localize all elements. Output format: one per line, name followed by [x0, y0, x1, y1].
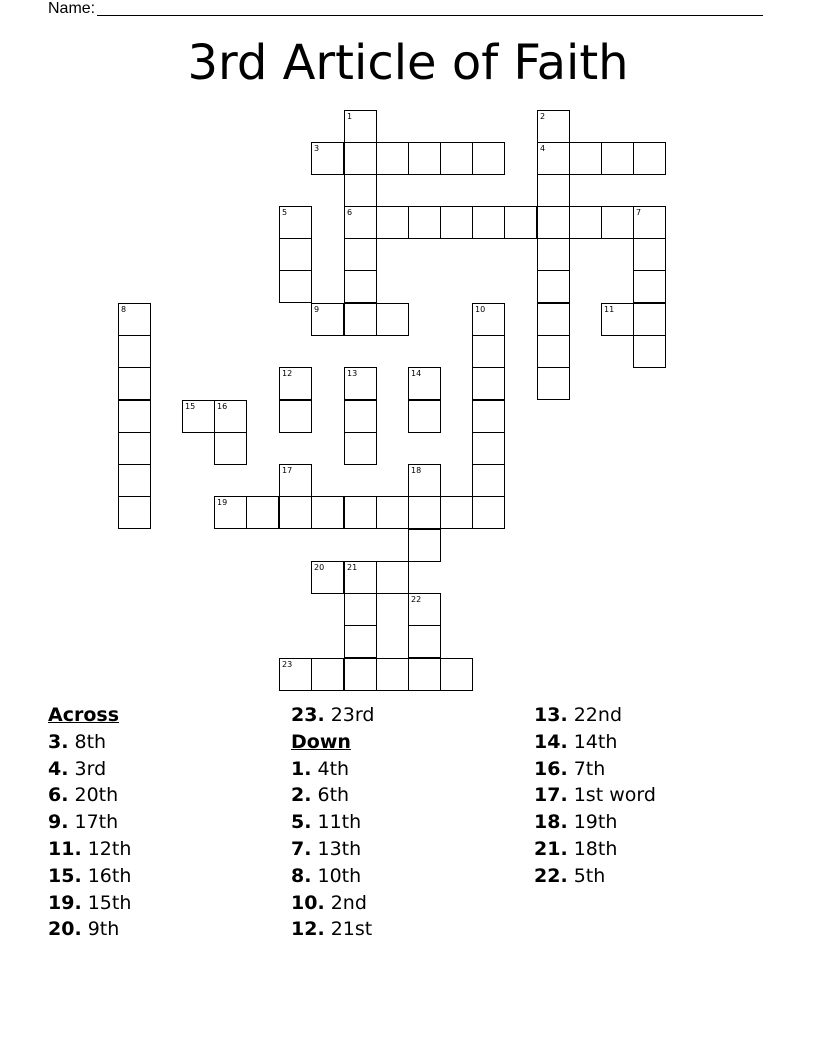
crossword-cell[interactable] [537, 142, 570, 175]
cell-number: 14 [411, 369, 422, 378]
crossword-cell[interactable] [408, 206, 441, 239]
crossword-cell[interactable] [537, 270, 570, 303]
down-clue: 21. 18th [534, 837, 618, 860]
down-clue: 5. 11th [291, 811, 362, 834]
clue-column-2 [291, 702, 374, 943]
crossword-cell[interactable] [537, 303, 570, 336]
crossword-cell[interactable] [408, 400, 441, 433]
crossword-cell[interactable] [279, 270, 312, 303]
across-clue: 23. 23rd [291, 704, 375, 726]
crossword-cell[interactable] [376, 206, 409, 239]
crossword-cell[interactable] [344, 110, 377, 143]
crossword-cell[interactable] [440, 142, 473, 175]
crossword-cell[interactable] [472, 400, 505, 433]
cell-number: 13 [347, 369, 358, 378]
crossword-cell[interactable] [440, 206, 473, 239]
cell-number: 12 [282, 369, 293, 378]
cell-number: 10 [475, 305, 486, 314]
crossword-cell[interactable] [344, 561, 377, 594]
crossword-cell[interactable] [537, 174, 570, 207]
crossword-cell[interactable] [408, 625, 441, 658]
crossword-cell[interactable] [408, 142, 441, 175]
cell-number: 23 [282, 660, 293, 669]
crossword-cell[interactable] [537, 367, 570, 400]
crossword-cell[interactable] [504, 206, 537, 239]
across-clue: 20. 9th [48, 918, 120, 941]
crossword-cell[interactable] [344, 625, 377, 658]
crossword-cell[interactable] [408, 464, 441, 497]
cell-number: 18 [411, 466, 422, 475]
crossword-cell[interactable] [472, 432, 505, 465]
cell-number: 22 [411, 595, 422, 604]
across-clue: 6. 20th [48, 784, 119, 807]
crossword-cell[interactable] [376, 142, 409, 175]
cell-number: 8 [121, 305, 127, 314]
crossword-cell[interactable] [279, 238, 312, 271]
crossword-cell[interactable] [472, 367, 505, 400]
crossword-cell[interactable] [376, 561, 409, 594]
down-clue: 12. 21st [291, 918, 373, 941]
crossword-cell[interactable] [118, 400, 151, 433]
cell-number: 3 [314, 144, 320, 153]
crossword-cell[interactable] [472, 335, 505, 368]
crossword-cell[interactable] [311, 658, 344, 691]
crossword-cell[interactable] [376, 496, 409, 529]
across-clue: 9. 17th [48, 811, 119, 834]
crossword-cell[interactable] [601, 142, 634, 175]
crossword-cell[interactable] [214, 432, 247, 465]
crossword-cell[interactable] [118, 303, 151, 336]
down-clue: 16. 7th [534, 757, 606, 780]
crossword-cell[interactable] [118, 335, 151, 368]
name-label: Name: [48, 0, 96, 17]
crossword-cell[interactable] [344, 174, 377, 207]
cell-number: 16 [217, 402, 228, 411]
cell-number: 21 [347, 563, 358, 572]
down-clue: 10. 2nd [291, 891, 367, 914]
crossword-cell[interactable] [633, 335, 666, 368]
cell-number: 2 [540, 112, 546, 121]
down-heading: Down [291, 730, 351, 753]
across-clue: 19. 15th [48, 891, 132, 914]
crossword-cell[interactable] [472, 464, 505, 497]
across-clue: 15. 16th [48, 864, 132, 887]
crossword-cell[interactable] [344, 658, 377, 691]
crossword-cell[interactable] [569, 142, 602, 175]
crossword-cell[interactable] [344, 270, 377, 303]
across-clue: 11. 12th [48, 837, 132, 860]
crossword-cell[interactable] [118, 464, 151, 497]
cell-number: 11 [604, 305, 615, 314]
crossword-cell[interactable] [118, 496, 151, 529]
cell-number: 6 [347, 208, 353, 217]
crossword-cell[interactable] [344, 142, 377, 175]
crossword-cell[interactable] [279, 400, 312, 433]
crossword-cell[interactable] [408, 658, 441, 691]
cell-number: 9 [314, 305, 320, 314]
crossword-cell[interactable] [601, 206, 634, 239]
page-title: 3rd Article of Faith [187, 35, 629, 91]
clue-column-3 [534, 702, 656, 890]
cell-number: 4 [540, 144, 546, 153]
crossword-cell[interactable] [214, 496, 247, 529]
cell-number: 17 [282, 466, 293, 475]
crossword-cell[interactable] [246, 496, 279, 529]
cell-number: 20 [314, 563, 325, 572]
crossword-cell[interactable] [344, 496, 377, 529]
crossword-cell[interactable] [472, 496, 505, 529]
cell-number: 15 [185, 402, 196, 411]
crossword-cell[interactable] [182, 400, 215, 433]
crossword-cell[interactable] [408, 529, 441, 562]
crossword-cell[interactable] [279, 367, 312, 400]
across-clue: 4. 3rd [48, 757, 107, 780]
crossword-cell[interactable] [344, 303, 377, 336]
crossword-cell[interactable] [311, 561, 344, 594]
crossword-cell[interactable] [311, 303, 344, 336]
crossword-cell[interactable] [408, 367, 441, 400]
down-clue: 13. 22nd [534, 704, 622, 726]
crossword-cell[interactable] [279, 464, 312, 497]
across-heading: Across [48, 704, 120, 726]
crossword-cell[interactable] [279, 658, 312, 691]
crossword-cell[interactable] [408, 593, 441, 626]
crossword-cell[interactable] [633, 142, 666, 175]
crossword-cell[interactable] [537, 206, 570, 239]
down-clue: 2. 6th [291, 784, 350, 807]
crossword-cell[interactable] [118, 432, 151, 465]
crossword-cell[interactable] [408, 496, 441, 529]
crossword-cell[interactable] [279, 496, 312, 529]
down-clue: 22. 5th [534, 864, 606, 887]
crossword-cell[interactable] [472, 142, 505, 175]
down-clue: 7. 13th [291, 837, 362, 860]
clue-column-1 [48, 702, 131, 943]
crossword-cell[interactable] [440, 496, 473, 529]
crossword-cell[interactable] [344, 367, 377, 400]
crossword-cell[interactable] [569, 206, 602, 239]
down-clue: 14. 14th [534, 730, 618, 753]
down-clue: 1. 4th [291, 757, 350, 780]
across-clue: 3. 8th [48, 730, 107, 753]
crossword-cell[interactable] [472, 206, 505, 239]
crossword-cell[interactable] [440, 658, 473, 691]
crossword-cell[interactable] [633, 303, 666, 336]
crossword-cell[interactable] [311, 142, 344, 175]
crossword-cell[interactable] [311, 496, 344, 529]
crossword-cell[interactable] [537, 335, 570, 368]
crossword-cell[interactable] [344, 206, 377, 239]
crossword-cell[interactable] [633, 238, 666, 271]
cell-number: 7 [636, 208, 642, 217]
crossword-cell[interactable] [344, 238, 377, 271]
crossword-cell[interactable] [344, 400, 377, 433]
crossword-cell[interactable] [376, 303, 409, 336]
crossword-cell[interactable] [633, 270, 666, 303]
down-clue: 8. 10th [291, 864, 362, 887]
cell-number: 19 [217, 498, 228, 507]
crossword-cell[interactable] [633, 206, 666, 239]
crossword-cell[interactable] [118, 367, 151, 400]
down-clue: 17. 1st word [534, 784, 656, 807]
crossword-cell[interactable] [472, 303, 505, 336]
crossword-cell[interactable] [344, 432, 377, 465]
crossword-cell[interactable] [537, 238, 570, 271]
crossword-cell[interactable] [214, 400, 247, 433]
crossword-cell[interactable] [279, 206, 312, 239]
crossword-cell[interactable] [601, 303, 634, 336]
crossword-cell[interactable] [376, 658, 409, 691]
cell-number: 1 [347, 112, 353, 121]
cell-number: 5 [282, 208, 288, 217]
crossword-cell[interactable] [344, 593, 377, 626]
crossword-cell[interactable] [537, 110, 570, 143]
down-clue: 18. 19th [534, 811, 618, 834]
